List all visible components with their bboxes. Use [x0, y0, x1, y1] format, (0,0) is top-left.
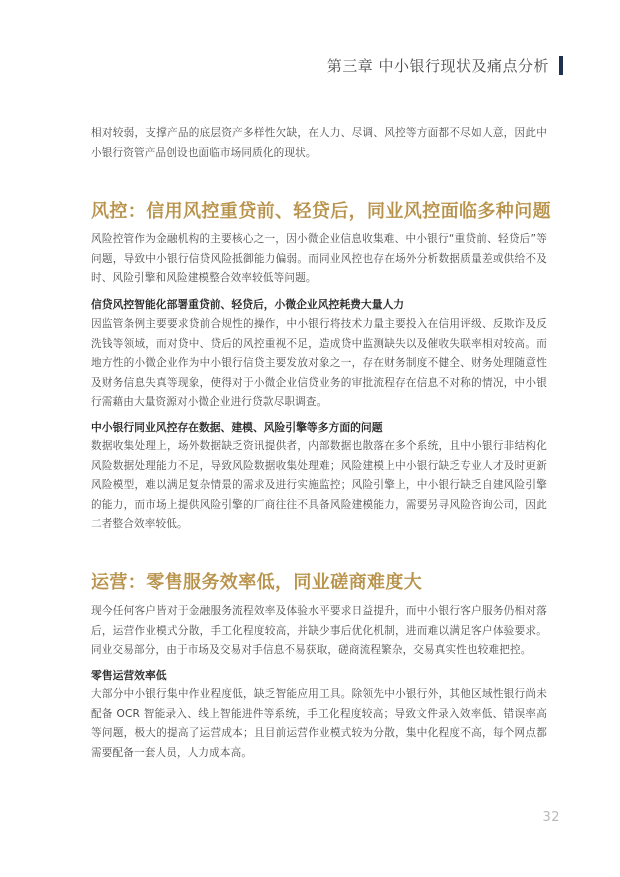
retail-ops-paragraph: 大部分中小银行集中作业程度低，缺乏智能应用工具。除领先中小银行外，其他区域性银行尚未配备 OCR 智能录入、线上智能进件等系统，手工化程度较高；导致文件录入效率低、错误率高等问题，极大的提高了运营成本；且目前运营作业模式较为分散，集中化程度不高，每个网点都需要配备一套人员，人力成本高。 — [91, 688, 547, 759]
risk-section-heading: 风控：信用风控重贷前、轻贷后，同业风控面临多种问题 — [91, 201, 551, 222]
chapter-header — [327, 55, 563, 76]
retail-ops-subheading: 零售运营效率低 — [91, 669, 167, 682]
credit-risk-paragraph: 因监管条例主要要求贷前合规性的操作，中小银行将技术力量主要投入在信用评级、反欺诈及反洗钱等领域，而对贷中、贷后的风控重视不足，造成贷中监测缺失以及催收失联率相对较高。而地方性的小微企业作为中小银行信贷主要发放对象之一，存在财务制度不健全、财务处理随意性及财务信息失真等现象，使得对于小微企业信贷业务的审批流程存在信息不对称的情况，中小银行需藉由大量资源对小微企业进行贷款尽职调查。 — [91, 318, 547, 408]
intro-paragraph: 相对较弱，支撑产品的底层资产多样性欠缺，在人力、尽调、风控等方面都不尽如人意，因此中小银行资管产品创设也面临市场同质化的现状。 — [91, 127, 547, 159]
chapter-accent-bar — [559, 56, 563, 75]
risk-intro-paragraph: 风险控管作为金融机构的主要核心之一，因小微企业信息收集难、中小银行“重贷前、轻贷后”等问题，导致中小银行信贷风险抵御能力偏弱。而同业风控也存在场外分析数据质量差或供给不及时、风险引擎和风险建模整合效率较低等问题。 — [91, 233, 547, 284]
ops-intro-paragraph: 现今任何客户皆对于金融服务流程效率及体验水平要求日益提升，而中小银行客户服务仍相对落后，运营作业模式分散，手工化程度较高，并缺少事后优化机制，进而难以满足客户体验要求。同业交易部分，由于市场及交易对手信息不易获取，磋商流程繁杂，交易真实性也较难把控。 — [91, 605, 547, 656]
chapter-title: 第三章 中小银行现状及痛点分析 — [326, 57, 549, 75]
ops-section-heading: 运营：零售服务效率低，同业磋商难度大 — [91, 572, 423, 593]
credit-risk-subheading: 信贷风控智能化部署重贷前、轻贷后，小微企业风控耗费大量人力 — [91, 298, 405, 311]
interbank-risk-paragraph: 数据收集处理上，场外数据缺乏资讯提供者，内部数据也散落在多个系统，且中小银行非结构化风险数据处理能力不足，导致风险数据收集处理难；风险建模上中小银行缺乏专业人才及时更新风险模型，难以满足复杂情景的需求及进行实施监控；风险引擎上，中小银行缺乏自建风险引擎的能力，而市场上提供风险引擎的厂商往往不具备风险建模能力，需要另寻风险咨询公司，因此二者整合效率较低。 — [91, 440, 547, 530]
interbank-risk-subheading: 中小银行同业风控存在数据、建模、风险引擎等多方面的问题 — [91, 421, 383, 434]
page-number: 32 — [542, 810, 560, 825]
